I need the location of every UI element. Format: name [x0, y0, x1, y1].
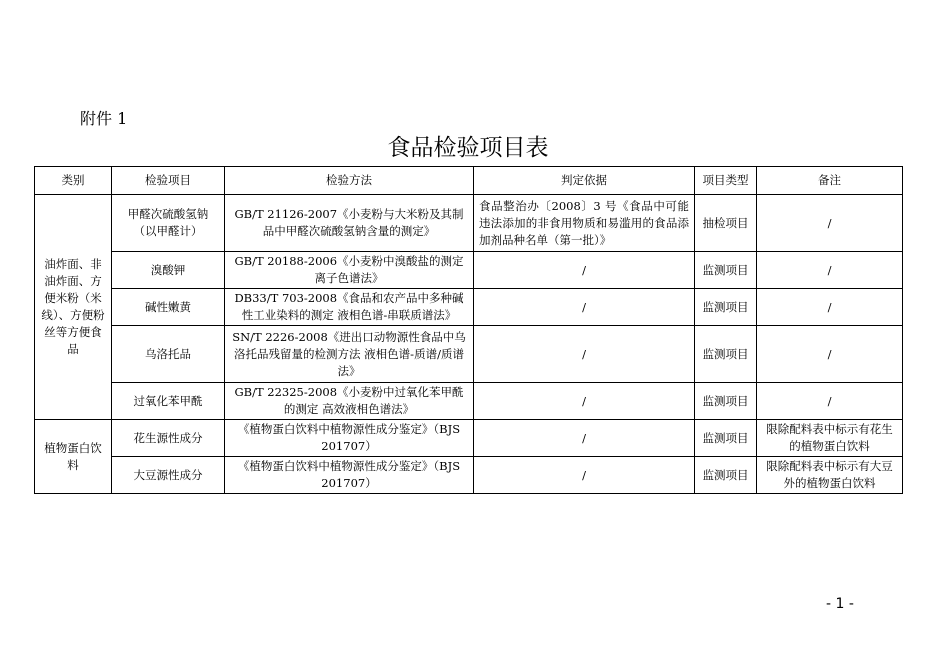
header-item: 检验项目	[112, 167, 225, 195]
basis-cell: /	[474, 252, 695, 289]
page-title: 食品检验项目表	[387, 135, 549, 161]
basis-cell: /	[474, 289, 695, 326]
type-cell: 监测项目	[695, 383, 757, 420]
type-cell: 监测项目	[695, 420, 757, 457]
method-cell: DB33/T 703-2008《食品和农产品中多种碱性工业染料的测定 液相色谱-串联质谱法》	[225, 289, 474, 326]
note-cell: 限除配料表中标示有大豆外的植物蛋白饮料	[757, 457, 903, 494]
type-cell: 监测项目	[695, 457, 757, 494]
method-cell: 《植物蛋白饮料中植物源性成分鉴定》（BJS 201707）	[225, 457, 474, 494]
item-cell: 溴酸钾	[112, 252, 225, 289]
method-cell: SN/T 2226-2008《进出口动物源性食品中乌洛托品残留量的检测方法 液相色谱-质谱/质谱法》	[225, 326, 474, 383]
method-cell: GB/T 20188-2006《小麦粉中溴酸盐的测定 离子色谱法》	[225, 252, 474, 289]
basis-cell: 食品整治办〔2008〕3 号《食品中可能违法添加的非食用物质和易滥用的食品添加剂品种名单（第一批）》	[474, 195, 695, 252]
note-cell: /	[757, 289, 903, 326]
item-cell: 甲醛次硫酸氢钠（以甲醛计）	[112, 195, 225, 252]
inspection-items-table	[34, 166, 903, 494]
basis-cell: /	[474, 326, 695, 383]
note-cell: /	[757, 326, 903, 383]
method-cell: GB/T 22325-2008《小麦粉中过氧化苯甲酰的测定 高效液相色谱法》	[225, 383, 474, 420]
note-cell: 限除配料表中标示有花生的植物蛋白饮料	[757, 420, 903, 457]
table-header-row	[35, 167, 903, 195]
attachment-label: 附件 1	[80, 109, 128, 128]
type-cell: 监测项目	[695, 326, 757, 383]
header-method: 检验方法	[225, 167, 474, 195]
table-row	[35, 420, 903, 457]
table-row	[35, 195, 903, 252]
category-cell: 植物蛋白饮料	[35, 420, 112, 494]
basis-cell: /	[474, 420, 695, 457]
type-cell: 监测项目	[695, 252, 757, 289]
note-cell: /	[757, 252, 903, 289]
table-row	[35, 457, 903, 494]
table-row	[35, 383, 903, 420]
item-cell: 过氧化苯甲酰	[112, 383, 225, 420]
page-number: - 1 -	[826, 596, 854, 612]
type-cell: 监测项目	[695, 289, 757, 326]
header-category: 类别	[35, 167, 112, 195]
header-type: 项目类型	[695, 167, 757, 195]
note-cell: /	[757, 195, 903, 252]
method-cell: 《植物蛋白饮料中植物源性成分鉴定》（BJS 201707）	[225, 420, 474, 457]
table-row	[35, 289, 903, 326]
category-cell: 油炸面、非油炸面、方便米粉（米线）、方便粉丝等方便食品	[35, 195, 112, 420]
item-cell: 花生源性成分	[112, 420, 225, 457]
type-cell: 抽检项目	[695, 195, 757, 252]
header-note: 备注	[757, 167, 903, 195]
item-cell: 乌洛托品	[112, 326, 225, 383]
item-cell: 大豆源性成分	[112, 457, 225, 494]
header-basis: 判定依据	[474, 167, 695, 195]
basis-cell: /	[474, 383, 695, 420]
item-cell: 碱性嫩黄	[112, 289, 225, 326]
table-row	[35, 252, 903, 289]
table-row	[35, 326, 903, 383]
note-cell: /	[757, 383, 903, 420]
basis-cell: /	[474, 457, 695, 494]
method-cell: GB/T 21126-2007《小麦粉与大米粉及其制品中甲醛次硫酸氢钠含量的测定》	[225, 195, 474, 252]
